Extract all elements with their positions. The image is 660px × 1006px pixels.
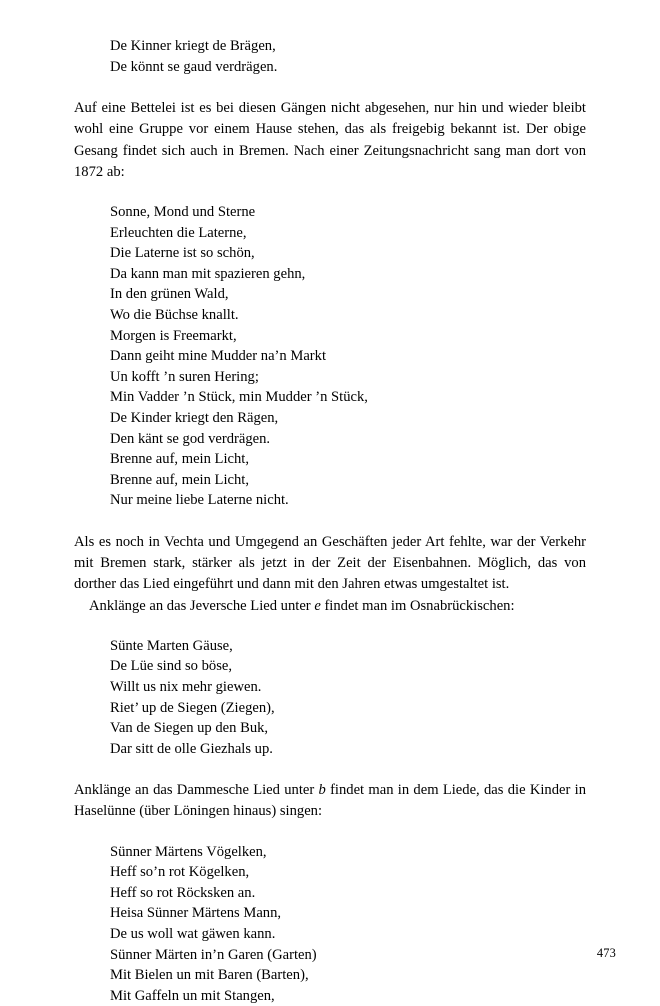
paragraph-text-after: findet man im Osnabrückischen: [320,597,515,614]
verse-line: Mit Gaffeln un mit Stangen, [110,987,275,1004]
page-content [74,36,586,1006]
paragraph-bettelei: Auf eine Bettelei ist es bei diesen Gängen nicht abgesehen, nur hin und wieder bleibt wohl eine Gruppe vor einem Hause stehen, das als freigebig bekannt ist. Der obige Gesang findet sich auch in Bremen. Nach einer Zeitungsnachricht sang man dort von 1872 ab: [74,100,586,180]
verse-line: Erleuchten die Laterne, [110,224,247,241]
spacer [74,617,586,636]
spacer [74,511,586,532]
spacer [74,759,586,780]
verse-line: Riet’ up de Siegen (Ziegen), [110,699,275,716]
verse-line: Mit Bielen un mit Baren (Barten), [110,967,309,984]
verse-line: Den känt se god verdrägen. [110,430,271,447]
verse-line: De us woll wat gäwen kann. [110,926,276,943]
verse-block-2 [74,202,586,511]
verse-line: Sonne, Mond und Sterne [110,204,256,220]
paragraph-text-after: findet man in dem Liede, das die Kinder in Haselünne (über Löningen hinaus) singen: [74,782,586,820]
verse-line: Dann geiht mine Mudder na’n Markt [110,348,327,365]
verse-line: In den grünen Wald, [110,286,229,303]
verse-line: De Kinner kriegt de Brägen, [110,38,276,54]
page-number: 473 [596,946,616,960]
verse-line: Dar sitt de olle Giezhals up. [110,740,273,757]
verse-line: Die Laterne ist so schön, [110,245,255,262]
spacer [74,823,586,842]
verse-line: Brenne auf, mein Licht, [110,471,249,488]
paragraph-vechta: Als es noch in Vechta und Umgegend an Geschäften jeder Art fehlte, war der Verkehr mit Bremen stark, stärker als jetzt in der Zeit der Eisenbahnen. Möglich, das von dorther das Lied eingeführt und dann mit den Jahren etwas umgestaltet ist. [74,533,586,593]
verse-line: Nur meine liebe Laterne nicht. [110,492,289,509]
verse-block-1 [74,36,586,77]
verse-line: Un kofft ’n suren Hering; [110,368,259,385]
verse-line: Da kann man mit spazieren gehn, [110,265,306,282]
verse-line: Willt us nix mehr giewen. [110,678,262,695]
spacer [74,183,586,202]
verse-line: De könnt se gaud verdrägen. [110,58,278,75]
verse-line: Morgen is Freemarkt, [110,327,237,344]
paragraph-jeversche [74,596,586,617]
verse-line: De Kinder kriegt den Rägen, [110,409,279,426]
paragraph-text-before: Anklänge an das Jeversche Lied unter [89,597,315,614]
paragraph-text-before: Anklänge an das Dammesche Lied unter [74,782,319,799]
reference-letter-b: b [318,782,326,799]
paragraph-dammesche [74,780,586,822]
reference-letter-e: e [314,597,321,614]
verse-line: Sünte Marten Gäuse, [110,637,233,654]
verse-line: Heisa Sünner Märtens Mann, [110,905,282,922]
verse-line: Min Vadder ’n Stück, min Mudder ’n Stück, [110,389,368,406]
verse-line: Wo die Büchse knallt. [110,306,239,323]
verse-block-4 [74,842,586,1006]
verse-line: Heff so rot Röcksken an. [110,884,256,901]
verse-line: Brenne auf, mein Licht, [110,451,249,468]
verse-line: Sünner Märten in’n Garen (Garten) [110,946,317,963]
verse-line: Van de Siegen up den Buk, [110,720,269,737]
verse-line: Sünner Märtens Vögelken, [110,843,267,860]
verse-block-3 [74,636,586,760]
spacer [74,77,586,98]
verse-line: Heff so’n rot Kögelken, [110,864,250,881]
verse-line: De Lüe sind so böse, [110,658,233,675]
